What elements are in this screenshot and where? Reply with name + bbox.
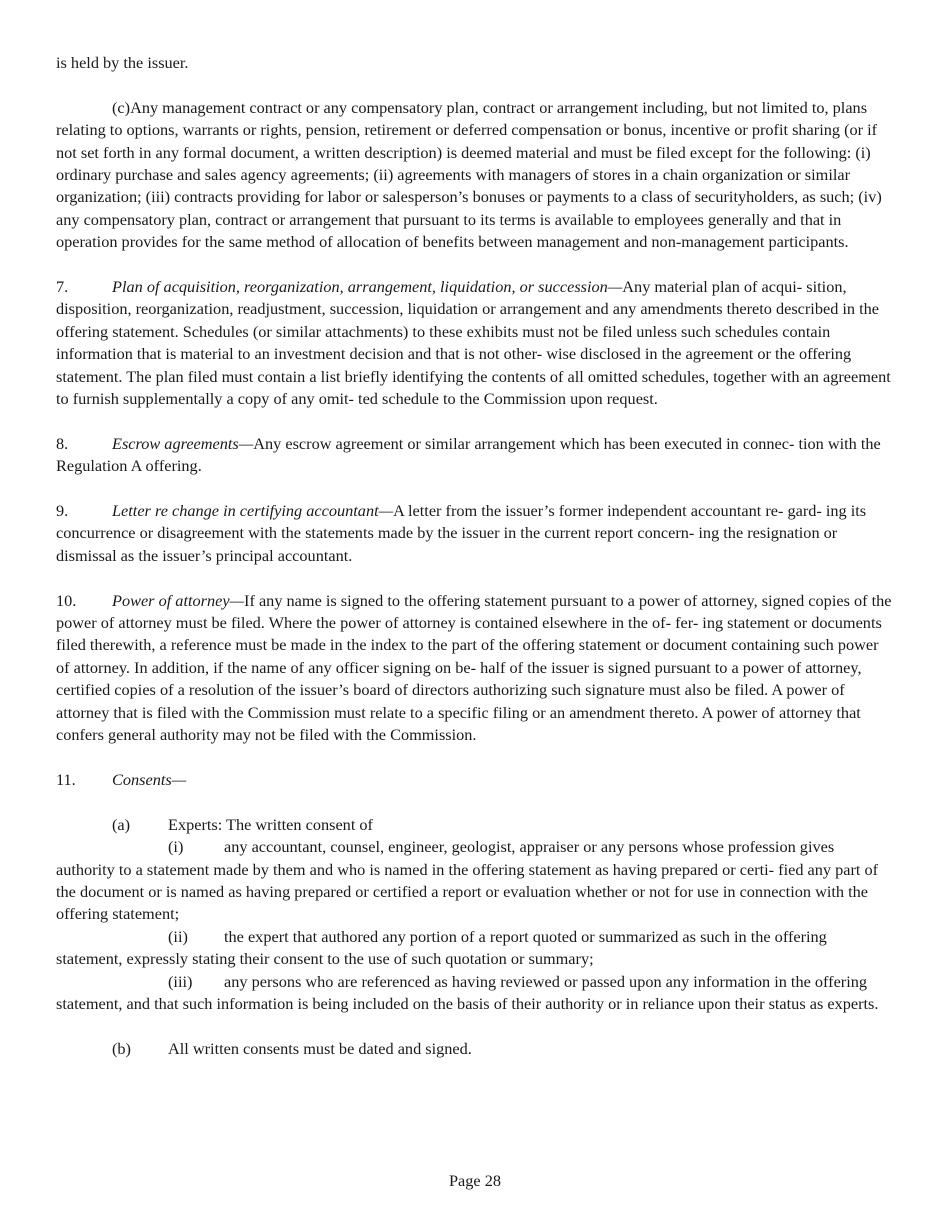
item-11-a-i-number: (i) <box>168 837 184 857</box>
item-10-text: If any name is signed to the offering statement pursuant to a power of attorney, signed copies of the power of attorney must be filed. Where the power of attorney is contained elsewhere in the of- fer- ing statement or documents filed therewith, a reference must be made in the index to the part of the offering statement or document containing such power of attorney. In addition, if the name of any officer signing on be- half of the issuer is signed pursuant to a power of attorney, certified copies of a resolution of the issuer’s board of directors authorizing such signature must also be filed. A power of attorney that is filed with the Commission must relate to a specific filing or an amendment thereto. A power of attorney that confers general authority may not be filed with the Commission. <box>56 590 892 745</box>
item-8 <box>56 433 896 478</box>
paragraph-item-c: (c)Any management contract or any compensatory plan, contract or arrangement including, but not limited to, plans relating to options, warrants or rights, pension, retirement or deferred compensation or bonus, incentive or profit sharing (or if not set forth in any formal document, a written description) is deemed material and must be filed except for the following: (i) ordinary purchase and sales agency agreements; (ii) agreements with managers of stores in a chain organization or similar organization; (iii) contracts providing for labor or salesperson’s bonuses or payments to a class of securityholders, as such; (iv) any compensatory plan, contract or arrangement that pursuant to its terms is available to employees generally and that in operation provides for the same method of allocation of benefits between management and non-management participants. <box>56 97 882 252</box>
item-11-a-ii-text: the expert that authored any portion of a report quoted or summarized as such in the offering statement, expressly stating their consent to the use of such quotation or summary; <box>56 926 827 969</box>
item-7-title: Plan of acquisition, reorganization, arrangement, liquidation, or succession— <box>112 277 623 297</box>
paragraph-continuation: is held by the issuer. <box>56 53 189 72</box>
item-11-a-i-text: any accountant, counsel, engineer, geologist, appraiser or any persons whose profession gives authority to a statement made by them and who is named in the offering statement as having prepared or certi- fied any part of the document or is named as having prepared or certified a report or evaluation whether or not for use in connection with the offering statement; <box>56 837 879 924</box>
item-8-text: Any escrow agreement or similar arrangement which has been executed in connec- tion with the Regulation A offering. <box>56 433 881 476</box>
item-11-a <box>56 814 896 836</box>
page-number: Page 28 <box>449 1171 501 1190</box>
item-7-number: 7. <box>56 277 69 297</box>
item-11-title: Consents— <box>112 769 187 789</box>
item-10-title: Power of attorney— <box>112 590 245 610</box>
item-11-number: 11. <box>56 769 76 789</box>
item-11-b <box>56 1038 896 1060</box>
item-11-a-ii-number: (ii) <box>168 926 188 946</box>
item-9 <box>56 500 896 567</box>
item-11 <box>56 769 896 791</box>
item-9-number: 9. <box>56 501 69 521</box>
item-11-b-text: All written consents must be dated and signed. <box>168 1038 472 1058</box>
item-11-a-iii <box>56 971 896 1016</box>
item-10 <box>56 590 896 747</box>
item-11-a-iii-text: any persons who are referenced as having reviewed or passed upon any information in the offering statement, and that such information is being included on the basis of their authority or in reliance upon their status as experts. <box>56 971 879 1013</box>
item-11-a-text: Experts: The written consent of <box>168 814 373 834</box>
item-11-a-iii-number: (iii) <box>168 971 193 991</box>
item-9-text: A letter from the issuer’s former independent accountant re- gard- ing its concurrence or disagreement with the statements made by the issuer in the current report concern- ing the resignation or dismissal as the issuer’s principal accountant. <box>56 501 867 565</box>
item-8-number: 8. <box>56 433 69 453</box>
item-7 <box>56 276 896 410</box>
item-8-title: Escrow agreements— <box>112 433 254 453</box>
item-11-b-number: (b) <box>112 1038 131 1058</box>
item-7-text: Any material plan of acqui- sition, disposition, reorganization, readjustment, succession, liquidation or arrangement and any amendments thereto described in the offering statement. Schedules (or similar attachments) to these exhibits must not be filed unless such schedules contain information that is material to an investment decision and that is not other- wise disclosed in the agreement or the offering statement. The plan filed must contain a list briefly identifying the contents of all omitted schedules, together with an agreement to furnish supplementally a copy of any omit- ted schedule to the Commission upon request. <box>56 277 891 409</box>
item-11-a-number: (a) <box>112 814 131 834</box>
item-11-a-i <box>56 836 896 926</box>
item-11-a-ii <box>56 926 896 971</box>
item-9-title: Letter re change in certifying accountant— <box>112 501 394 521</box>
document-page <box>56 52 896 1060</box>
item-10-number: 10. <box>56 590 77 610</box>
